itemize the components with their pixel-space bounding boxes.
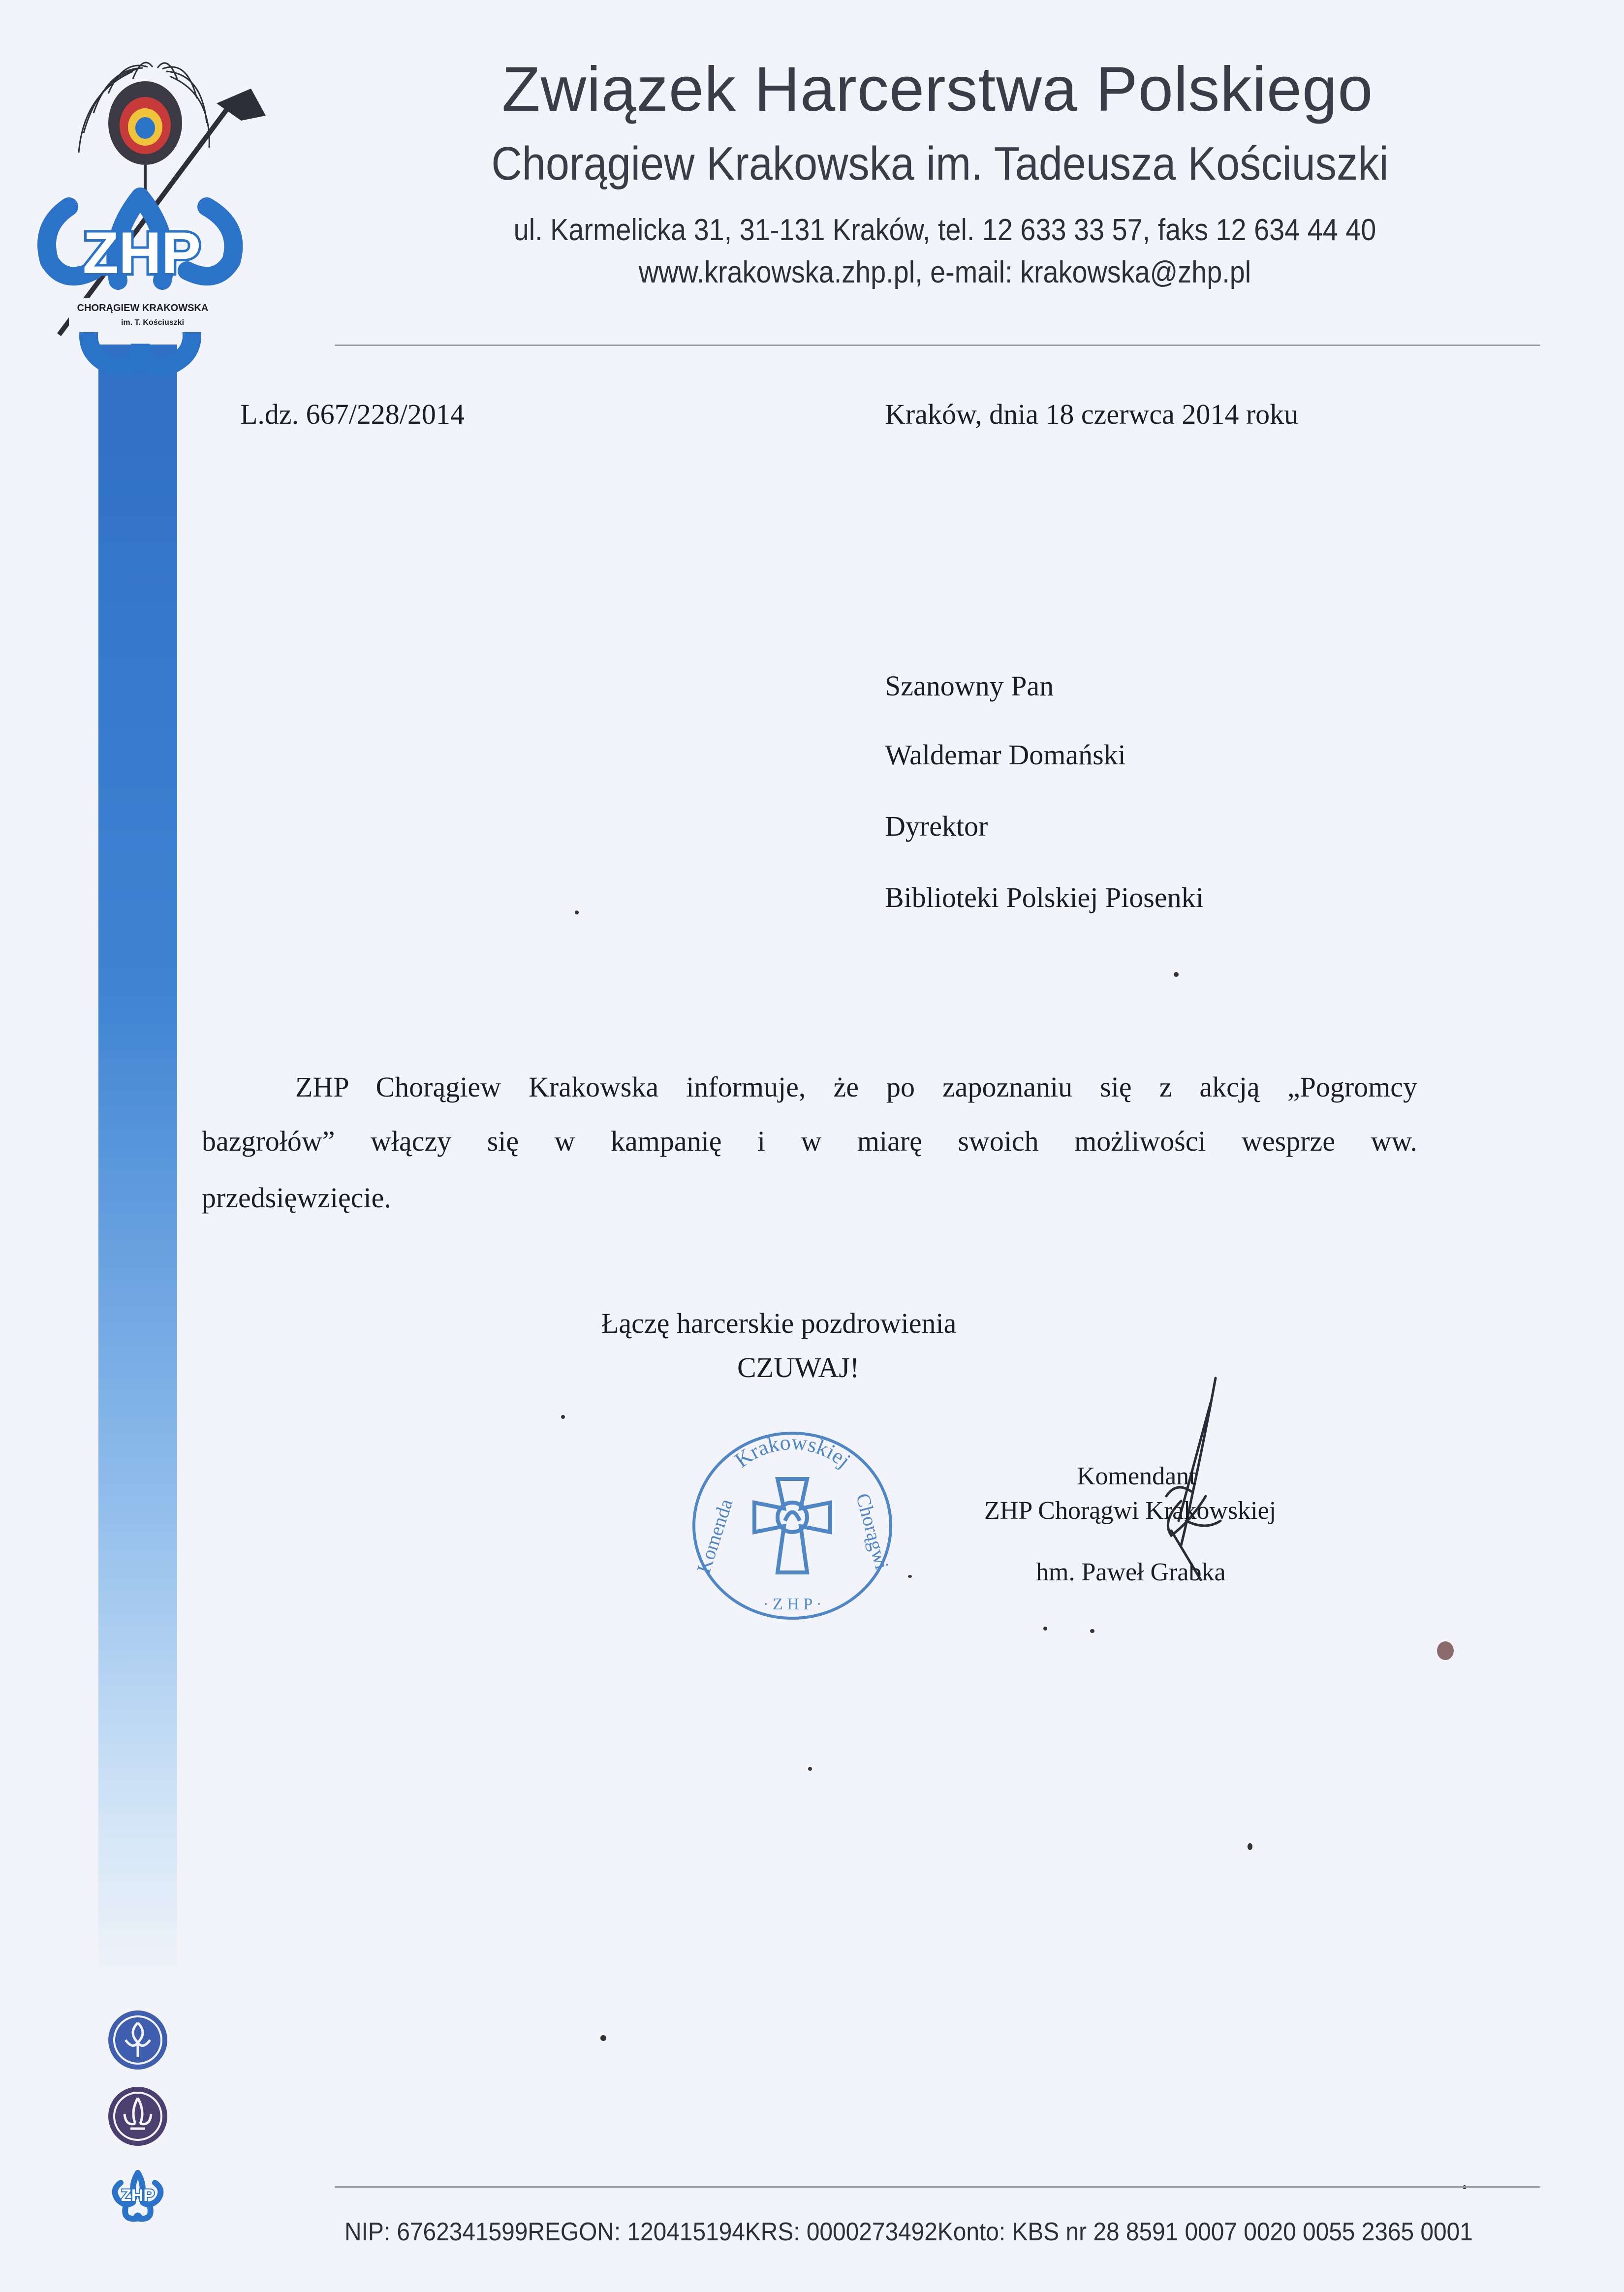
organization-address: ul. Karmelicka 31, 31-131 Kraków, tel. 12 633 33 57, faks 12 634 44 40	[513, 213, 1376, 247]
letter-date: Kraków, dnia 18 czerwca 2014 roku	[885, 398, 1299, 430]
signatory-unit: ZHP Chorągwi Krakowskiej	[984, 1497, 1277, 1525]
body-line-2: bazgrołów” włączy się w kampanię i w miarę swoich możliwości wesprze ww.	[202, 1125, 1417, 1157]
scout-cross-icon	[754, 1479, 830, 1572]
footer-krs: KRS: 0000273492	[745, 2218, 937, 2246]
body-line-3: przedsięwzięcie.	[202, 1182, 391, 1214]
stamp-text-bottom: · Z H P ·	[763, 1595, 822, 1613]
signatory-role: Komendant	[1077, 1462, 1196, 1490]
logo-letters: ZHP	[83, 220, 201, 286]
scan-speck	[575, 911, 579, 914]
organization-web-email: www.krakowska.zhp.pl, e-mail: krakowska@zhp.pl	[638, 255, 1251, 289]
scan-speck	[1090, 1629, 1094, 1633]
side-color-band	[98, 345, 177, 1969]
footer-regon: REGON: 120415194	[528, 2218, 745, 2246]
organization-name: Związek Harcerstwa Polskiego	[501, 54, 1374, 125]
wagggs-trefoil-icon	[106, 2008, 170, 2072]
recipient-title: Dyrektor	[885, 810, 988, 842]
footer-registry-info	[344, 2217, 1473, 2247]
organization-unit: Chorągiew Krakowska im. Tadeusza Kościuszki	[491, 137, 1389, 190]
reference-number: L.dz. 667/228/2014	[240, 398, 465, 430]
stamp-text-right: Chorągwi	[851, 1491, 894, 1572]
small-logo-letters: ZHP	[121, 2186, 155, 2205]
scan-speck	[1043, 1627, 1047, 1631]
body-line-1: ZHP Chorągiew Krakowska informuje, że po zapoznaniu się z akcją „Pogromcy	[295, 1071, 1417, 1103]
logo-ribbon-line1: CHORĄGIEW KRAKOWSKA	[77, 303, 209, 314]
zhp-logo	[10, 49, 276, 384]
zhp-small-logo-icon	[106, 2161, 170, 2225]
footer-divider	[335, 2186, 1540, 2188]
footer-bank-account: Konto: KBS nr 28 8591 0007 0020 0055 2365 0001	[937, 2218, 1473, 2246]
closing-greeting: Łączę harcerskie pozdrowienia	[601, 1307, 957, 1339]
wosm-fleur-de-lis-icon	[106, 2084, 170, 2148]
logo-ribbon-line2: im. T. Kościuszki	[121, 318, 185, 327]
recipient-salutation: Szanowny Pan	[885, 670, 1054, 702]
stamp-text-top: Krakowskiej	[730, 1430, 855, 1473]
scan-speck	[1248, 1843, 1252, 1850]
header-divider	[335, 345, 1540, 346]
official-stamp	[687, 1425, 898, 1627]
scan-speck	[561, 1415, 565, 1419]
closing-motto: CZUWAJ!	[737, 1351, 860, 1383]
scan-speck	[1174, 972, 1179, 977]
scan-speck	[808, 1767, 812, 1771]
scan-speck	[908, 1575, 912, 1578]
scan-speck	[600, 2035, 606, 2041]
recipient-institution: Biblioteki Polskiej Piosenki	[885, 881, 1204, 913]
scan-speck	[1437, 1641, 1454, 1660]
stamp-text-left: Komenda	[692, 1496, 737, 1576]
svg-text:Krakowskiej	[730, 1430, 855, 1472]
footer-nip: NIP: 6762341599	[344, 2218, 528, 2246]
peacock-feather-icon	[79, 63, 209, 197]
recipient-name: Waldemar Domański	[885, 739, 1126, 771]
signatory-name: hm. Paweł Grabka	[1036, 1558, 1226, 1586]
